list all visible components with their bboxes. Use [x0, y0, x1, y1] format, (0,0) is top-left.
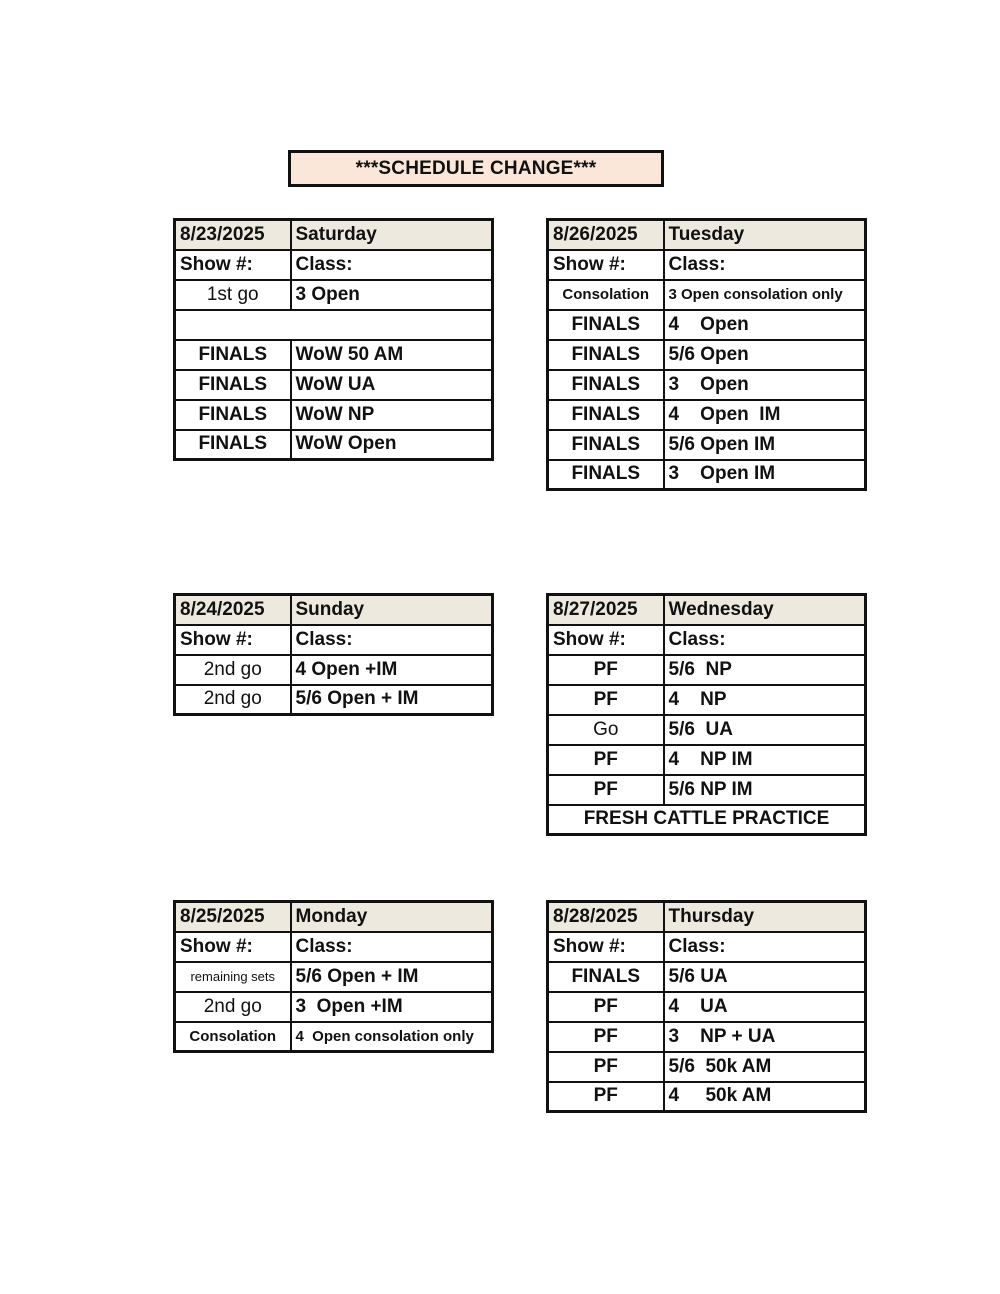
table-row — [175, 370, 493, 400]
show-cell: PF — [548, 1082, 664, 1112]
table-header-row — [548, 220, 866, 250]
table-header-row — [548, 595, 866, 625]
date-cell: 8/26/2025 — [548, 220, 664, 250]
date-cell: 8/24/2025 — [175, 595, 291, 625]
show-cell: PF — [548, 685, 664, 715]
date-cell: 8/27/2025 — [548, 595, 664, 625]
table-row — [548, 430, 866, 460]
class-label: Class: — [664, 932, 866, 962]
class-label: Class: — [291, 932, 493, 962]
class-cell: 3 Open IM — [664, 460, 866, 490]
show-cell: PF — [548, 655, 664, 685]
table-row — [548, 992, 866, 1022]
date-cell: 8/28/2025 — [548, 902, 664, 932]
show-cell: PF — [548, 775, 664, 805]
show-label: Show #: — [548, 932, 664, 962]
show-cell — [175, 310, 291, 340]
saturday-schedule-table — [173, 218, 494, 461]
table-row — [175, 655, 493, 685]
thursday-schedule-table — [546, 900, 867, 1113]
table-row — [548, 400, 866, 430]
class-cell: 5/6 NP — [664, 655, 866, 685]
table-row — [548, 340, 866, 370]
class-label: Class: — [291, 625, 493, 655]
show-cell: FINALS — [548, 370, 664, 400]
sunday-schedule-table — [173, 593, 494, 716]
class-cell: WoW UA — [291, 370, 493, 400]
class-cell: 5/6 UA — [664, 715, 866, 745]
class-cell: 3 NP + UA — [664, 1022, 866, 1052]
show-cell: FINALS — [548, 460, 664, 490]
show-label: Show #: — [175, 250, 291, 280]
table-row — [175, 340, 493, 370]
banner-title: ***SCHEDULE CHANGE*** — [355, 157, 597, 179]
class-cell: 5/6 Open + IM — [291, 685, 493, 715]
date-cell: 8/23/2025 — [175, 220, 291, 250]
table-row — [548, 460, 866, 490]
tuesday-schedule-table — [546, 218, 867, 491]
table-row — [175, 962, 493, 992]
class-cell: 3 Open consolation only — [664, 280, 866, 310]
show-cell: PF — [548, 1022, 664, 1052]
class-cell: 3 Open +IM — [291, 992, 493, 1022]
day-cell: Tuesday — [664, 220, 866, 250]
table-header-row — [175, 902, 493, 932]
show-cell: Go — [548, 715, 664, 745]
table-header-row — [175, 220, 493, 250]
day-cell: Sunday — [291, 595, 493, 625]
table-row — [548, 685, 866, 715]
day-cell: Thursday — [664, 902, 866, 932]
show-cell: FINALS — [548, 962, 664, 992]
show-cell: FINALS — [548, 400, 664, 430]
class-cell: 3 Open — [291, 280, 493, 310]
column-label-row — [548, 250, 866, 280]
class-cell: 4 50k AM — [664, 1082, 866, 1112]
class-cell: 5/6 Open — [664, 340, 866, 370]
class-cell: 5/6 Open + IM — [291, 962, 493, 992]
class-cell — [291, 310, 493, 340]
show-cell: remaining sets — [175, 962, 291, 992]
class-cell: 4 Open consolation only — [291, 1022, 493, 1052]
class-cell: 4 Open IM — [664, 400, 866, 430]
class-cell: 5/6 Open IM — [664, 430, 866, 460]
class-cell: WoW Open — [291, 430, 493, 460]
show-cell: FINALS — [175, 370, 291, 400]
table-row — [548, 715, 866, 745]
show-cell: FINALS — [548, 340, 664, 370]
table-row — [548, 655, 866, 685]
table-row — [175, 400, 493, 430]
show-cell: FINALS — [175, 430, 291, 460]
show-cell: Consolation — [548, 280, 664, 310]
table-row — [175, 310, 493, 340]
show-cell: 2nd go — [175, 685, 291, 715]
day-cell: Saturday — [291, 220, 493, 250]
table-row — [548, 280, 866, 310]
column-label-row — [548, 932, 866, 962]
table-row — [548, 1052, 866, 1082]
class-cell: 4 Open — [664, 310, 866, 340]
table-row — [175, 280, 493, 310]
column-label-row — [548, 625, 866, 655]
show-cell: PF — [548, 1052, 664, 1082]
table-row — [548, 1082, 866, 1112]
show-cell: PF — [548, 745, 664, 775]
class-cell: 5/6 NP IM — [664, 775, 866, 805]
show-cell: 1st go — [175, 280, 291, 310]
class-cell: 4 NP IM — [664, 745, 866, 775]
show-cell: FINALS — [548, 310, 664, 340]
table-row — [548, 775, 866, 805]
table-row — [175, 992, 493, 1022]
show-label: Show #: — [175, 625, 291, 655]
table-header-row — [548, 902, 866, 932]
column-label-row — [175, 625, 493, 655]
date-cell: 8/25/2025 — [175, 902, 291, 932]
show-cell: FINALS — [175, 340, 291, 370]
class-cell: WoW NP — [291, 400, 493, 430]
show-cell: FINALS — [548, 430, 664, 460]
table-row — [548, 962, 866, 992]
column-label-row — [175, 932, 493, 962]
class-cell: 4 NP — [664, 685, 866, 715]
table-row — [175, 430, 493, 460]
table-row — [548, 370, 866, 400]
schedule-change-banner — [288, 150, 664, 187]
table-row — [548, 805, 866, 835]
class-cell: 5/6 UA — [664, 962, 866, 992]
class-cell: 4 Open +IM — [291, 655, 493, 685]
show-label: Show #: — [548, 625, 664, 655]
class-label: Class: — [291, 250, 493, 280]
table-row — [548, 1022, 866, 1052]
class-label: Class: — [664, 250, 866, 280]
fresh-cattle-practice-note: FRESH CATTLE PRACTICE — [548, 805, 866, 835]
show-cell: 2nd go — [175, 655, 291, 685]
show-label: Show #: — [175, 932, 291, 962]
table-row — [548, 310, 866, 340]
table-row — [175, 1022, 493, 1052]
table-header-row — [175, 595, 493, 625]
show-cell: 2nd go — [175, 992, 291, 1022]
wednesday-schedule-table — [546, 593, 867, 836]
show-cell: PF — [548, 992, 664, 1022]
class-cell: 5/6 50k AM — [664, 1052, 866, 1082]
day-cell: Monday — [291, 902, 493, 932]
show-cell: FINALS — [175, 400, 291, 430]
monday-schedule-table — [173, 900, 494, 1053]
class-cell: WoW 50 AM — [291, 340, 493, 370]
show-label: Show #: — [548, 250, 664, 280]
table-row — [548, 745, 866, 775]
column-label-row — [175, 250, 493, 280]
class-cell: 4 UA — [664, 992, 866, 1022]
table-row — [175, 685, 493, 715]
class-label: Class: — [664, 625, 866, 655]
class-cell: 3 Open — [664, 370, 866, 400]
show-cell: Consolation — [175, 1022, 291, 1052]
day-cell: Wednesday — [664, 595, 866, 625]
